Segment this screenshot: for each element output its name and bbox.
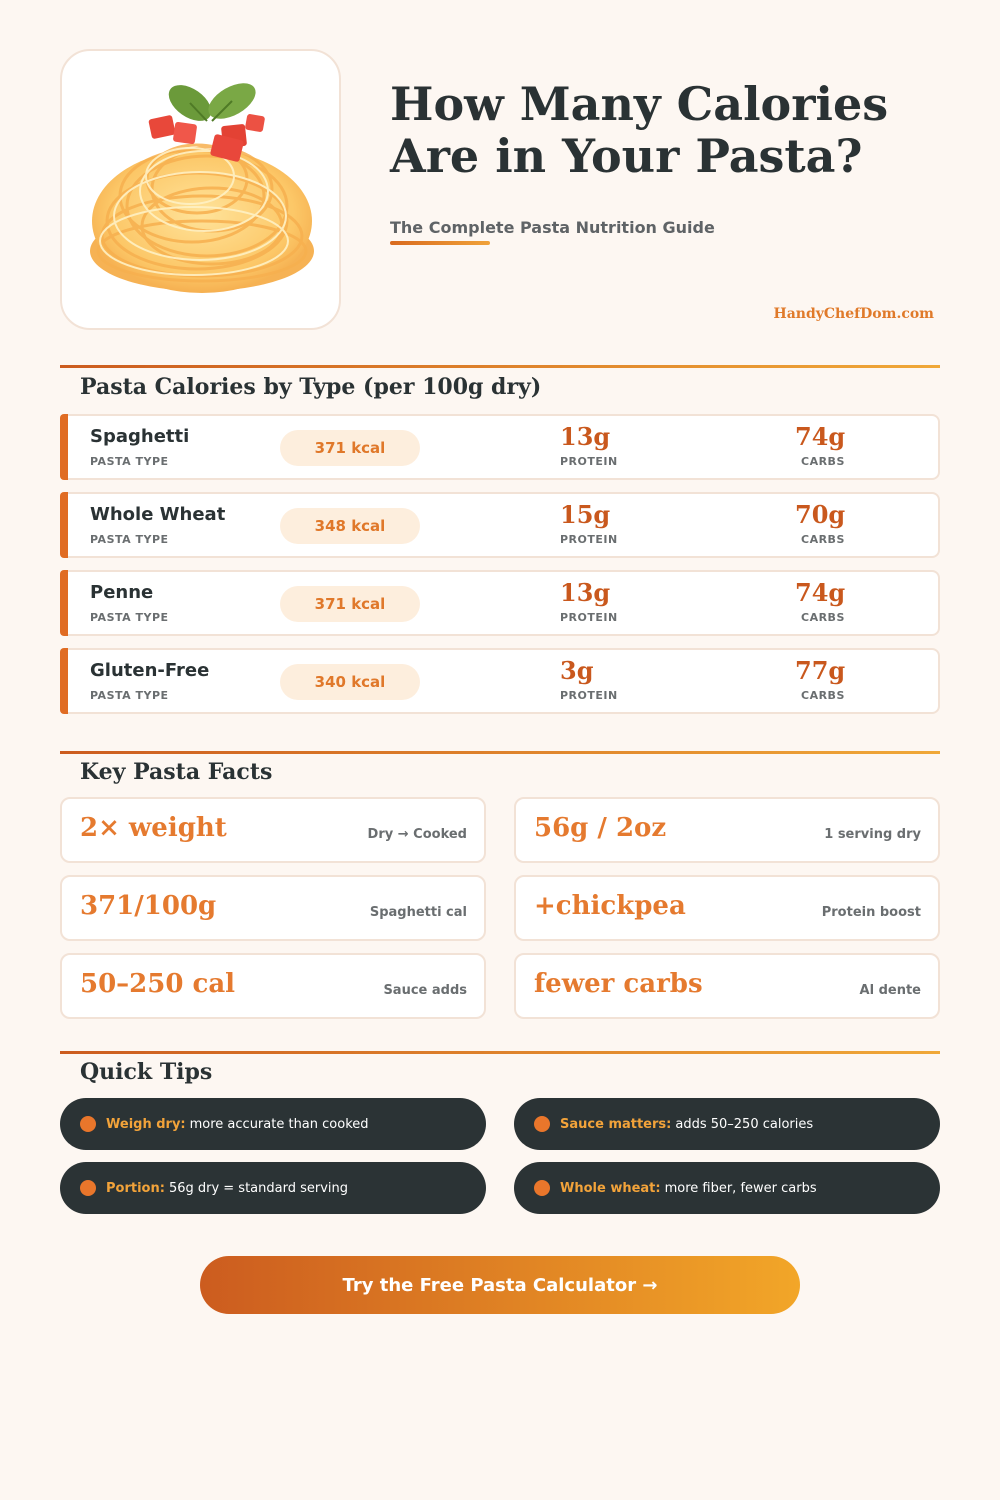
orange-dot-icon <box>80 1116 96 1132</box>
carbs-label: CARBS <box>801 611 845 624</box>
tip-item <box>514 1098 940 1150</box>
protein-value: 15g <box>560 500 611 529</box>
protein-value: 13g <box>560 578 611 607</box>
row-accent-bar <box>60 648 68 714</box>
tip-text: 56g dry = standard serving <box>168 1180 349 1196</box>
fact-note: Al dente <box>859 983 921 998</box>
fact-note: Protein boost <box>821 905 921 920</box>
fact-value: +chickpea <box>534 891 686 921</box>
subtitle-underline <box>390 241 490 245</box>
row-accent-bar <box>60 570 68 636</box>
kcal-badge: 371 kcal <box>280 586 420 622</box>
protein-value: 13g <box>560 422 611 451</box>
row-accent-bar <box>60 414 68 480</box>
tip-text: more accurate than cooked <box>189 1116 369 1132</box>
carbs-label: CARBS <box>801 533 845 546</box>
fact-card <box>60 797 486 863</box>
fact-card <box>60 875 486 941</box>
section-divider <box>60 751 940 754</box>
tip-item <box>514 1162 940 1214</box>
protein-label: PROTEIN <box>560 689 618 702</box>
carbs-value: 77g <box>795 656 846 685</box>
tip-title: Sauce matters: <box>560 1116 672 1132</box>
kcal-badge: 348 kcal <box>280 508 420 544</box>
carbs-value: 70g <box>795 500 846 529</box>
pasta-name: Spaghetti <box>90 426 190 447</box>
brand-link[interactable]: HandyChefDom.com <box>773 306 934 322</box>
fact-card <box>514 797 940 863</box>
carbs-value: 74g <box>795 578 846 607</box>
pasta-type-label: PASTA TYPE <box>90 611 169 624</box>
tips-section-title: Quick Tips <box>80 1059 213 1085</box>
section-divider <box>60 365 940 368</box>
pasta-type-label: PASTA TYPE <box>90 533 169 546</box>
fact-card <box>514 875 940 941</box>
tip-title: Whole wheat: <box>560 1180 661 1196</box>
tip-item <box>60 1098 486 1150</box>
carbs-value: 74g <box>795 422 846 451</box>
row-accent-bar <box>60 492 68 558</box>
fact-value: 2× weight <box>80 813 227 843</box>
fact-value: 50–250 cal <box>80 969 236 999</box>
pasta-row-penne <box>60 570 940 636</box>
tip-title: Weigh dry: <box>106 1116 186 1132</box>
fact-note: 1 serving dry <box>824 827 921 842</box>
protein-label: PROTEIN <box>560 611 618 624</box>
fact-note: Spaghetti cal <box>369 905 467 920</box>
orange-dot-icon <box>80 1180 96 1196</box>
fact-card <box>514 953 940 1019</box>
pasta-type-label: PASTA TYPE <box>90 689 169 702</box>
protein-label: PROTEIN <box>560 533 618 546</box>
protein-value: 3g <box>560 656 594 685</box>
pasta-name: Whole Wheat <box>90 504 226 525</box>
pasta-name: Gluten-Free <box>90 660 210 681</box>
orange-dot-icon <box>534 1116 550 1132</box>
pasta-row-gluten-free <box>60 648 940 714</box>
fact-note: Sauce adds <box>383 983 467 998</box>
calories-section-title: Pasta Calories by Type (per 100g dry) <box>80 374 542 400</box>
fact-card <box>60 953 486 1019</box>
pasta-name: Penne <box>90 582 154 603</box>
pasta-illustration-icon <box>62 51 343 332</box>
kcal-badge: 340 kcal <box>280 664 420 700</box>
fact-value: 56g / 2oz <box>534 813 667 843</box>
facts-section-title: Key Pasta Facts <box>80 759 273 785</box>
fact-note: Dry → Cooked <box>367 827 467 842</box>
page-subtitle: The Complete Pasta Nutrition Guide <box>390 218 715 237</box>
tip-item <box>60 1162 486 1214</box>
page-title: How Many Calories Are in Your Pasta? <box>390 77 889 183</box>
carbs-label: CARBS <box>801 689 845 702</box>
fact-value: fewer carbs <box>534 969 703 999</box>
section-divider <box>60 1051 940 1054</box>
carbs-label: CARBS <box>801 455 845 468</box>
protein-label: PROTEIN <box>560 455 618 468</box>
tip-text: more fiber, fewer carbs <box>664 1180 817 1196</box>
kcal-badge: 371 kcal <box>280 430 420 466</box>
pasta-row-spaghetti <box>60 414 940 480</box>
pasta-type-label: PASTA TYPE <box>90 455 169 468</box>
fact-value: 371/100g <box>80 891 217 921</box>
tip-text: adds 50–250 calories <box>675 1116 814 1132</box>
pasta-calculator-button[interactable]: Try the Free Pasta Calculator → <box>200 1256 800 1314</box>
orange-dot-icon <box>534 1180 550 1196</box>
tip-title: Portion: <box>106 1180 165 1196</box>
pasta-row-whole-wheat <box>60 492 940 558</box>
hero-image-card <box>60 49 341 330</box>
